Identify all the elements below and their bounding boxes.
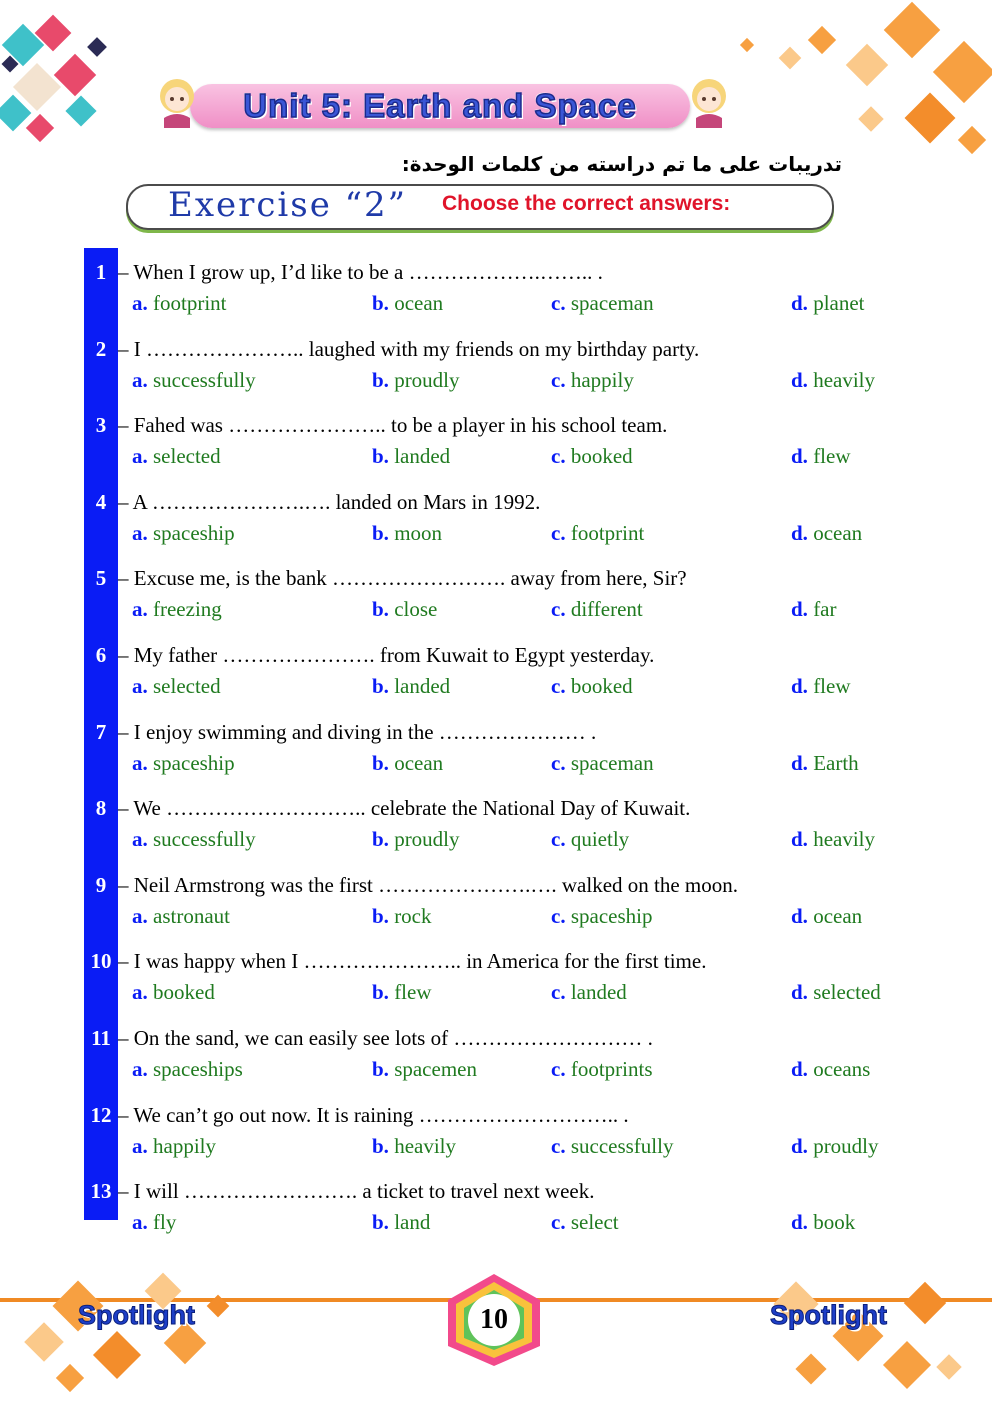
answer-option[interactable]	[551, 597, 643, 622]
answer-option[interactable]	[132, 291, 227, 316]
option-letter: c.	[551, 597, 566, 622]
answer-option[interactable]	[372, 1210, 430, 1235]
option-letter: a.	[132, 903, 148, 928]
answer-option[interactable]	[132, 368, 256, 393]
option-text: spaceship	[570, 903, 653, 928]
question-text: – When I grow up, I’d like to be a ……………….…….. .	[118, 260, 603, 284]
question-text: – Excuse me, is the bank ……………………. away from here, Sir?	[118, 566, 687, 591]
option-text: astronaut	[153, 903, 230, 928]
answer-option[interactable]	[551, 1210, 619, 1235]
option-text: rock	[394, 903, 432, 928]
answer-option[interactable]	[551, 1134, 673, 1159]
option-text: flew	[813, 444, 851, 469]
option-text: proudly	[813, 1133, 879, 1158]
option-text: landed	[394, 674, 451, 698]
answer-option[interactable]	[791, 444, 851, 469]
answer-option[interactable]	[132, 1210, 176, 1235]
option-text: ocean	[394, 291, 444, 315]
answer-option[interactable]	[791, 1210, 855, 1235]
option-letter: a.	[132, 1057, 148, 1081]
question-text: – I was happy when I ………………….. in America for the first time.	[118, 949, 707, 974]
question-text: – A ………………….…. landed on Mars in 1992.	[118, 489, 541, 514]
question-number: 9	[95, 872, 107, 897]
answer-option[interactable]	[791, 674, 851, 699]
option-letter: a.	[132, 291, 148, 315]
question-text: – I will ……………………. a ticket to travel next week.	[118, 1179, 595, 1204]
option-text: booked	[570, 444, 633, 469]
question-text: – We ……………………….. celebrate the National Day of Kuwait.	[118, 796, 691, 821]
brand-logo-left: Spotlight	[78, 1300, 195, 1330]
answer-option[interactable]	[372, 444, 450, 469]
question-item	[84, 482, 944, 552]
option-letter: c.	[551, 291, 566, 315]
answer-option[interactable]	[372, 751, 443, 776]
option-text: quietly	[570, 827, 630, 852]
option-letter: a.	[132, 520, 148, 545]
option-text: book	[813, 1210, 856, 1235]
option-letter: a.	[132, 1210, 148, 1235]
answer-option[interactable]	[791, 1134, 879, 1159]
question-item	[84, 865, 944, 935]
question-number: 10	[90, 949, 112, 974]
option-letter: d.	[791, 980, 808, 1005]
option-text: booked	[570, 674, 633, 698]
option-letter: a.	[132, 827, 148, 852]
option-letter: c.	[551, 367, 566, 392]
option-text: far	[813, 597, 837, 622]
option-text: fly	[153, 1210, 177, 1235]
question-item	[84, 1018, 944, 1088]
answer-option[interactable]	[551, 751, 654, 776]
question-number: 6	[95, 643, 107, 667]
question-item	[84, 635, 944, 705]
option-letter: d.	[791, 1210, 808, 1235]
top-left-decoration	[0, 0, 120, 160]
option-text: happily	[153, 1133, 216, 1158]
answer-option[interactable]	[372, 827, 460, 852]
answer-option[interactable]	[791, 597, 837, 622]
option-text: spacemen	[394, 1057, 477, 1081]
page-number: 10	[480, 1304, 508, 1335]
question-text: – On the sand, we can easily see lots of ……………………… .	[118, 1026, 653, 1050]
option-letter: c.	[551, 1057, 566, 1081]
option-text: oceans	[813, 1057, 871, 1081]
question-text: – My father …………………. from Kuwait to Egypt yesterday.	[118, 643, 655, 667]
answer-option[interactable]	[372, 1134, 456, 1159]
option-letter: a.	[132, 674, 148, 698]
option-letter: b.	[372, 1057, 389, 1081]
question-text: – We can’t go out now. It is raining ……………………….. .	[118, 1102, 629, 1127]
option-text: successfully	[153, 367, 256, 392]
option-text: Earth	[813, 750, 859, 775]
exercise-instruction: Choose the correct answers:	[442, 192, 731, 215]
option-letter: b.	[372, 1210, 389, 1235]
bottom-left-decoration	[20, 1268, 250, 1398]
option-letter: d.	[791, 520, 808, 545]
answer-option[interactable]	[372, 674, 450, 699]
answer-option[interactable]	[372, 980, 432, 1005]
answer-option[interactable]	[132, 521, 235, 546]
question-text: – Neil Armstrong was the first ………………….…. walked on the moon.	[118, 872, 739, 897]
answer-option[interactable]	[372, 904, 432, 929]
answer-option[interactable]	[551, 980, 627, 1005]
option-letter: d.	[791, 367, 808, 392]
answer-option[interactable]	[132, 674, 221, 699]
option-text: heavily	[813, 367, 875, 392]
answer-option[interactable]	[791, 904, 862, 929]
top-right-decoration	[712, 0, 992, 165]
answer-option[interactable]	[791, 521, 862, 546]
option-letter: b.	[372, 980, 389, 1005]
option-text: booked	[153, 980, 215, 1005]
option-letter: b.	[372, 1133, 389, 1158]
option-text: successfully	[153, 827, 256, 852]
option-letter: a.	[132, 980, 148, 1005]
option-text: spaceman	[570, 750, 654, 775]
option-letter: c.	[551, 1133, 566, 1158]
option-letter: a.	[132, 597, 148, 622]
answer-option[interactable]	[132, 1057, 243, 1082]
option-text: landed	[570, 980, 627, 1005]
option-text: happily	[570, 367, 634, 392]
option-letter: c.	[551, 903, 566, 928]
option-text: selected	[153, 674, 221, 698]
answer-option[interactable]	[791, 1057, 870, 1082]
question-number: 4	[95, 489, 107, 514]
option-letter: d.	[791, 750, 808, 775]
question-item	[84, 405, 944, 475]
answer-option[interactable]	[372, 1057, 477, 1082]
question-number: 7	[95, 719, 107, 744]
option-text: heavily	[813, 827, 875, 852]
question-item	[84, 329, 944, 399]
option-letter: b.	[372, 674, 389, 698]
option-text: footprints	[570, 1057, 653, 1081]
answer-option[interactable]	[132, 1134, 216, 1159]
anime-girl-right-illustration	[682, 74, 736, 128]
answer-option[interactable]	[372, 597, 437, 622]
question-text: – Fahed was ………………….. to be a player in his school team.	[118, 413, 668, 438]
option-text: flew	[394, 980, 432, 1005]
option-text: ocean	[394, 750, 444, 775]
question-number: 1	[95, 260, 107, 284]
option-text: select	[570, 1210, 619, 1235]
option-text: selected	[153, 444, 221, 469]
option-text: spaceships	[153, 1057, 243, 1081]
option-letter: b.	[372, 597, 389, 622]
option-letter: d.	[791, 827, 808, 852]
option-text: successfully	[570, 1133, 674, 1158]
answer-option[interactable]	[791, 980, 881, 1005]
question-item	[84, 788, 944, 858]
option-text: moon	[394, 520, 443, 545]
option-letter: d.	[791, 291, 808, 315]
option-letter: d.	[791, 444, 808, 469]
option-letter: c.	[551, 980, 566, 1005]
answer-option[interactable]	[132, 904, 230, 929]
question-number: 2	[95, 336, 107, 361]
answer-option[interactable]	[372, 291, 443, 316]
answer-option[interactable]	[551, 1057, 653, 1082]
option-text: ocean	[813, 520, 863, 545]
answer-option[interactable]	[132, 751, 235, 776]
answer-option[interactable]	[551, 904, 652, 929]
answer-option[interactable]	[551, 444, 633, 469]
question-number: 11	[91, 1026, 111, 1050]
question-item	[84, 1095, 944, 1165]
option-text: land	[394, 1210, 431, 1235]
answer-option[interactable]	[132, 827, 256, 852]
option-letter: d.	[791, 597, 808, 622]
option-letter: c.	[551, 520, 566, 545]
option-text: landed	[394, 444, 451, 469]
answer-option[interactable]	[791, 368, 875, 393]
page-title: Unit 5: Earth and Space	[243, 87, 637, 124]
answer-option[interactable]	[791, 291, 865, 316]
option-letter: b.	[372, 827, 389, 852]
option-letter: b.	[372, 444, 389, 469]
option-text: flew	[813, 674, 851, 698]
option-letter: a.	[132, 1133, 148, 1158]
question-number: 5	[95, 566, 107, 591]
answer-option[interactable]	[372, 521, 442, 546]
bottom-right-decoration	[740, 1268, 980, 1398]
option-letter: b.	[372, 520, 389, 545]
option-text: spaceship	[153, 750, 235, 775]
answer-option[interactable]	[372, 368, 460, 393]
option-letter: a.	[132, 750, 148, 775]
answer-option[interactable]	[132, 597, 222, 622]
option-letter: b.	[372, 291, 389, 315]
option-letter: c.	[551, 750, 566, 775]
answer-option[interactable]	[551, 368, 634, 393]
question-text: – I enjoy swimming and diving in the ………………… .	[118, 719, 597, 744]
question-number: 13	[90, 1179, 112, 1204]
question-item	[84, 558, 944, 628]
option-text: freezing	[153, 597, 222, 622]
answer-option[interactable]	[132, 444, 221, 469]
question-number: 8	[95, 796, 107, 821]
answer-option[interactable]	[132, 980, 215, 1005]
option-text: close	[394, 597, 438, 622]
option-letter: c.	[551, 444, 566, 469]
option-text: different	[570, 597, 643, 622]
option-letter: a.	[132, 444, 148, 469]
question-number: 3	[95, 413, 107, 438]
option-letter: d.	[791, 1133, 808, 1158]
option-letter: d.	[791, 674, 808, 698]
brand-logo-right: Spotlight	[770, 1300, 887, 1330]
option-letter: b.	[372, 367, 389, 392]
option-text: planet	[813, 291, 865, 315]
answer-option[interactable]	[791, 751, 859, 776]
option-letter: b.	[372, 750, 389, 775]
question-item	[84, 252, 944, 322]
option-text: proudly	[394, 367, 460, 392]
option-letter: c.	[551, 1210, 566, 1235]
option-letter: d.	[791, 903, 808, 928]
anime-girl-left-illustration	[150, 74, 204, 128]
question-item	[84, 1171, 944, 1241]
option-text: ocean	[813, 903, 863, 928]
option-letter: c.	[551, 827, 566, 852]
answer-option[interactable]	[551, 827, 629, 852]
question-item	[84, 712, 944, 782]
option-text: heavily	[394, 1133, 456, 1158]
option-text: footprint	[153, 291, 227, 315]
option-letter: b.	[372, 903, 389, 928]
option-text: spaceman	[570, 291, 654, 315]
option-text: proudly	[394, 827, 460, 852]
option-text: selected	[813, 980, 881, 1005]
answer-option[interactable]	[551, 291, 654, 316]
option-letter: c.	[551, 674, 566, 698]
exercise-title: Exercise “2”	[168, 185, 408, 225]
option-text: spaceship	[153, 520, 235, 545]
arabic-instruction: تدريبات على ما تم دراسته من كلمات الوحدة:	[401, 152, 842, 176]
question-item	[84, 941, 944, 1011]
answer-option[interactable]	[791, 827, 875, 852]
option-letter: a.	[132, 367, 148, 392]
option-letter: d.	[791, 1057, 808, 1081]
answer-option[interactable]	[551, 521, 644, 546]
answer-option[interactable]	[551, 674, 633, 699]
question-text: – I ………………….. laughed with my friends on my birthday party.	[118, 336, 700, 361]
question-number: 12	[90, 1102, 112, 1127]
option-text: footprint	[570, 520, 645, 545]
